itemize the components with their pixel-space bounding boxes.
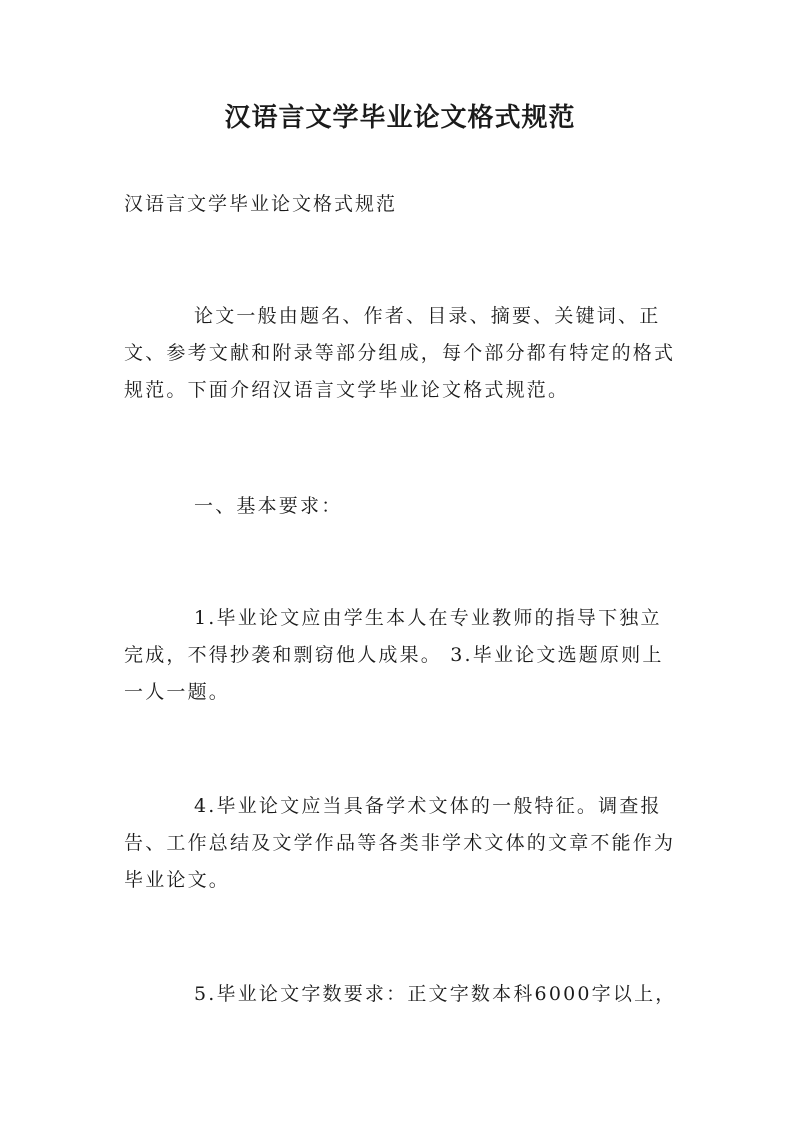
document-title: 汉语言文学毕业论文格式规范: [224, 103, 576, 133]
document-subtitle: 汉语言文学毕业论文格式规范: [124, 193, 398, 215]
paragraph-requirement-4: 4.毕业论文应当具备学术文体的一般特征。调查报告、工作总结及文学作品等各类非学术文体的文章不能作为毕业论文。: [124, 795, 676, 891]
paragraph-intro: 论文一般由题名、作者、目录、摘要、关键词、正文、参考文献和附录等部分组成，每个部分都有特定的格式规范。下面介绍汉语言文学毕业论文格式规范。: [124, 305, 676, 401]
paragraph-requirement-5: 5.毕业论文字数要求：正文字数本科6000字以上，: [194, 983, 677, 1005]
paragraph-requirement-1-3: 1.毕业论文应由学生本人在专业教师的指导下独立完成，不得抄袭和剽窃他人成果。 3.毕业论文选题原则上一人一题。: [124, 607, 664, 703]
section-heading-basic-requirements: 一、基本要求：: [194, 495, 343, 517]
